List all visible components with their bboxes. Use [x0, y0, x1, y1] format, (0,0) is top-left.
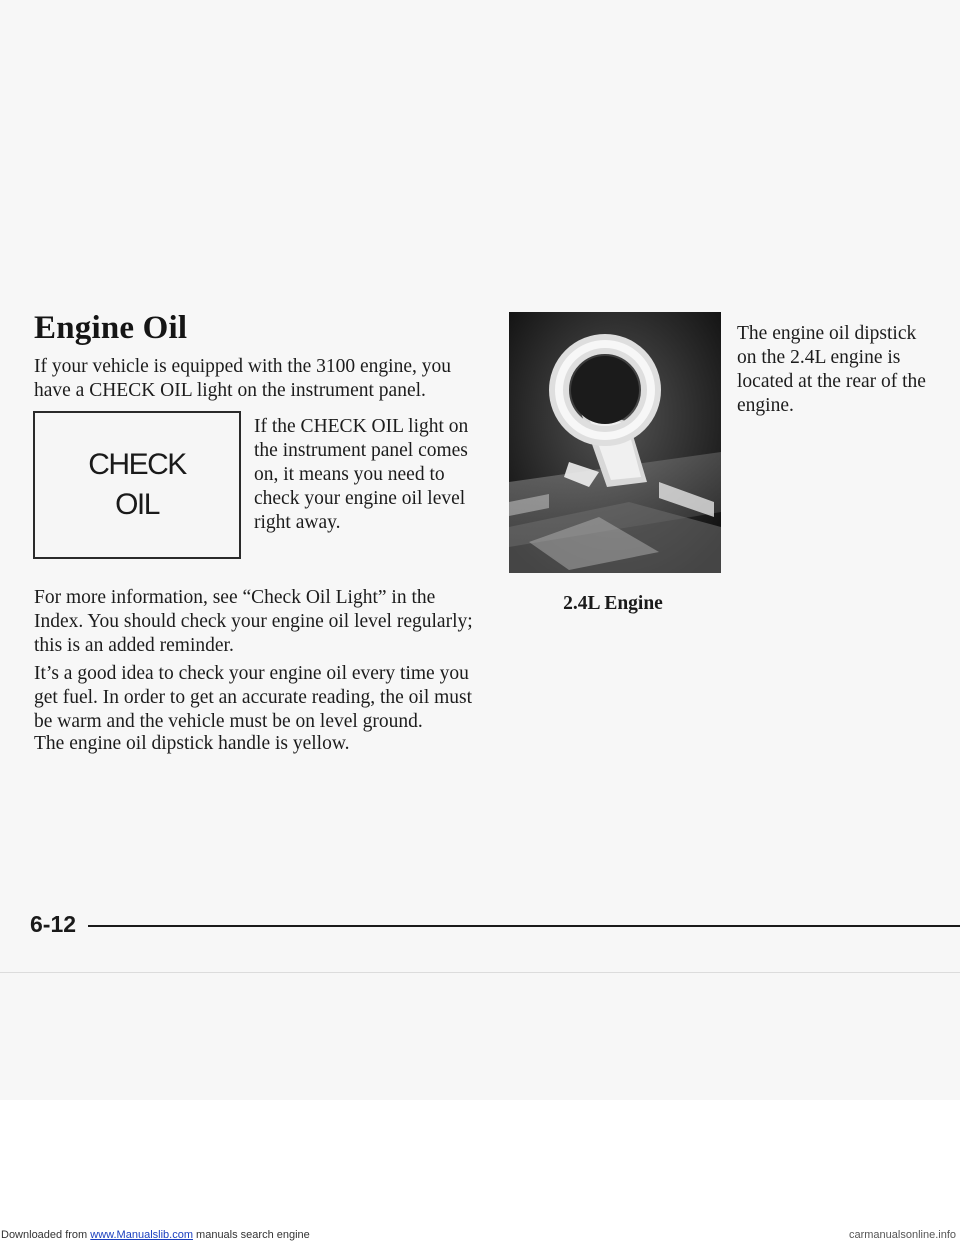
page-rule — [88, 925, 960, 927]
more-info-paragraph: For more information, see “Check Oil Light” in the Index. You should check your engine oil level regularly; this is an added reminder. — [34, 587, 473, 656]
page-number: 6-12 — [30, 911, 77, 937]
intro-paragraph: If your vehicle is equipped with the 3100 engine, you have a CHECK OIL light on the instrument panel. — [34, 356, 451, 401]
watermark-text: carmanualsonline.info — [848, 1229, 956, 1241]
good-idea-paragraph: It’s a good idea to check your engine oil every time you get fuel. In order to get an accurate reading, the oil must be warm and the vehicle must be on level ground. — [34, 663, 473, 732]
footer-prefix: Downloaded from — [1, 1229, 91, 1241]
indicator-line-2: OIL — [115, 488, 159, 521]
check-oil-indicator — [33, 411, 241, 559]
scan-line — [0, 972, 960, 973]
footer-suffix: manuals search engine — [192, 1229, 310, 1241]
indicator-line-1: CHECK — [88, 448, 186, 481]
photo-caption: 2.4L Engine — [563, 593, 663, 614]
dipstick-location-paragraph: The engine oil dipstick on the 2.4L engine is located at the rear of the engine. — [737, 323, 926, 416]
manualslib-link[interactable]: www.Manualslib.com — [90, 1229, 193, 1241]
section-title: Engine Oil — [34, 310, 188, 346]
dipstick-handle-paragraph: The engine oil dipstick handle is yellow. — [34, 733, 350, 754]
check-oil-light-paragraph: If the CHECK OIL light on the instrument panel comes on, it means you need to check your engine oil level right away. — [254, 416, 469, 533]
dipstick-photo — [509, 312, 721, 573]
dipstick-icon — [509, 312, 721, 573]
footer-left — [1, 1228, 310, 1242]
download-footer — [0, 1228, 960, 1242]
